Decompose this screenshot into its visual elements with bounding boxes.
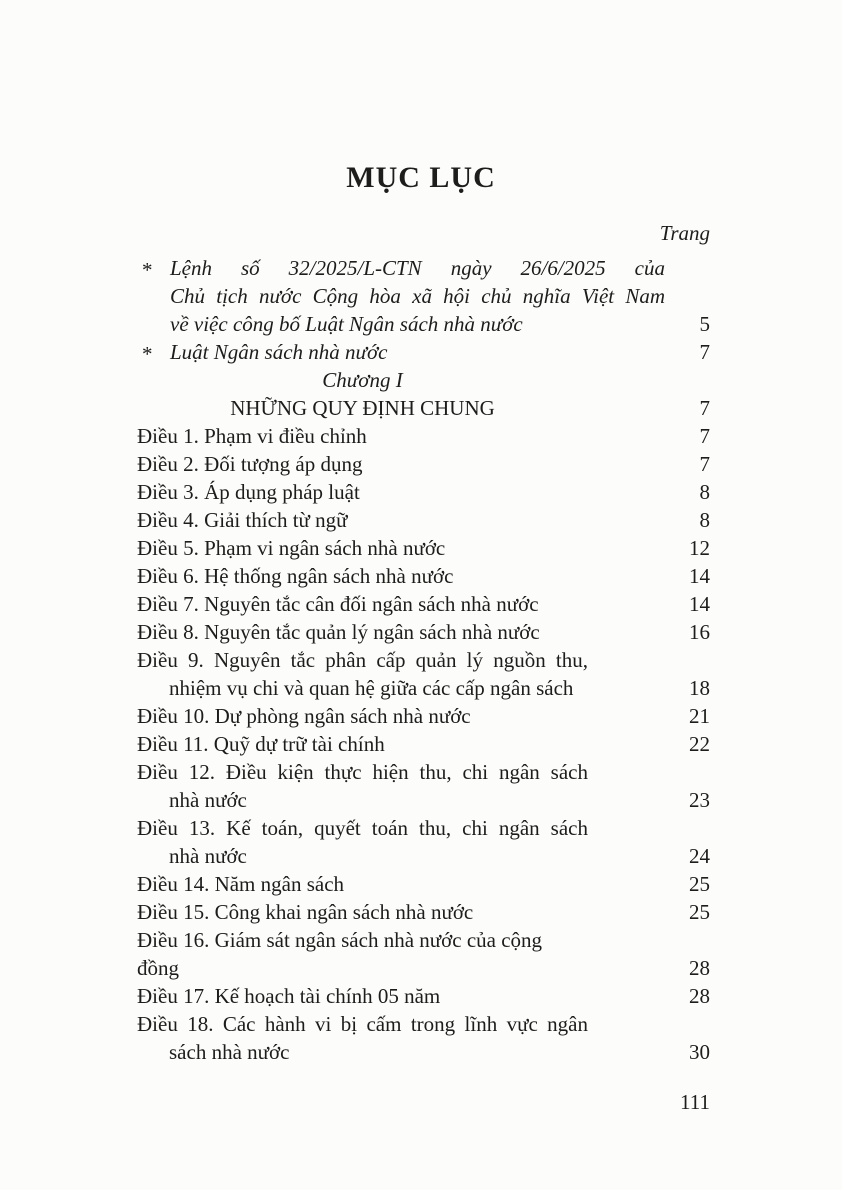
- toc-entry-page-number: 28: [689, 984, 710, 1008]
- toc-entry-page-number: 14: [689, 592, 710, 616]
- toc-entry: [137, 254, 710, 338]
- folio-page-number: 111: [680, 1090, 710, 1114]
- star-marker: *: [141, 342, 152, 366]
- toc-entry-page-number: 21: [689, 704, 710, 728]
- toc-entry: [137, 702, 710, 730]
- toc-entry-line: NHỮNG QUY ĐỊNH CHUNG: [230, 396, 495, 420]
- toc-entry: [137, 982, 710, 1010]
- toc-entry-line: Điều 16. Giám sát ngân sách nhà nước của cộng đồng: [137, 928, 543, 980]
- toc-entry-page-number: 23: [689, 788, 710, 812]
- toc-entry: [137, 590, 710, 618]
- toc-entry: [137, 534, 710, 562]
- page-title: MỤC LỤC: [346, 161, 496, 194]
- toc-entry: [137, 618, 710, 646]
- toc-entry-line: về việc công bố Luật Ngân sách nhà nước: [170, 312, 523, 336]
- toc-entry-line: Điều 8. Nguyên tắc quản lý ngân sách nhà nước: [137, 620, 540, 644]
- toc-entry: [137, 898, 710, 926]
- toc-entry: [137, 366, 710, 394]
- toc-entry-line: Điều 6. Hệ thống ngân sách nhà nước: [137, 564, 454, 588]
- toc-entry-page-number: 18: [689, 676, 710, 700]
- toc-entry-line: Lệnh số 32/2025/L-CTN ngày 26/6/2025 của: [170, 256, 665, 280]
- toc-entry-line: Chương I: [322, 368, 403, 392]
- toc-entry: [137, 478, 710, 506]
- toc-entry-page-number: 7: [699, 424, 710, 448]
- toc-entry: [137, 562, 710, 590]
- page-column-header: Trang: [659, 221, 710, 245]
- toc-entry-page-number: 7: [699, 396, 710, 420]
- toc-entry-line: Điều 2. Đối tượng áp dụng: [137, 452, 363, 476]
- toc-entry: [137, 870, 710, 898]
- toc-entry-line: Điều 17. Kế hoạch tài chính 05 năm: [137, 984, 441, 1008]
- toc-entry-line: sách nhà nước: [169, 1040, 290, 1064]
- star-marker: *: [141, 258, 152, 282]
- toc-entry: [137, 422, 710, 450]
- toc-entry-line: Điều 1. Phạm vi điều chỉnh: [137, 424, 367, 448]
- toc-entry-page-number: 14: [689, 564, 710, 588]
- toc-entry-page-number: 12: [689, 536, 710, 560]
- toc-entry-line: Điều 11. Quỹ dự trữ tài chính: [137, 732, 385, 756]
- toc-entry-line: Điều 14. Năm ngân sách: [137, 872, 345, 896]
- toc-entry-page-number: 22: [689, 732, 710, 756]
- toc-entry: [137, 758, 710, 814]
- toc-entry: [137, 814, 710, 870]
- toc-entry-page-number: 5: [699, 312, 710, 336]
- toc-entry-line: Điều 15. Công khai ngân sách nhà nước: [137, 900, 474, 924]
- toc-entry-line: Điều 13. Kế toán, quyết toán thu, chi ngân sách: [137, 816, 588, 840]
- toc-entry: [137, 926, 710, 982]
- toc-entry-page-number: 30: [689, 1040, 710, 1064]
- toc-entry: [137, 730, 710, 758]
- toc-entry-line: nhà nước: [169, 844, 247, 868]
- toc-entry-line: Điều 5. Phạm vi ngân sách nhà nước: [137, 536, 446, 560]
- toc-entry-line: nhiệm vụ chi và quan hệ giữa các cấp ngân sách: [169, 676, 574, 700]
- toc-entry-line: Điều 10. Dự phòng ngân sách nhà nước: [137, 704, 471, 728]
- toc-entry-line: Điều 3. Áp dụng pháp luật: [137, 480, 360, 504]
- toc-entry-page-number: 24: [689, 844, 710, 868]
- toc-entry-page-number: 7: [699, 340, 710, 364]
- toc-entry-page-number: 28: [689, 956, 710, 980]
- toc-entry-page-number: 25: [689, 872, 710, 896]
- toc-entry: [137, 338, 710, 366]
- toc-entry-line: Điều 4. Giải thích từ ngữ: [137, 508, 348, 532]
- toc-entry-line: Điều 9. Nguyên tắc phân cấp quản lý nguồn thu,: [137, 648, 588, 672]
- toc-entry-page-number: 25: [689, 900, 710, 924]
- toc-entry: [137, 646, 710, 702]
- toc-list: [137, 254, 710, 1066]
- toc-entry-line: Điều 7. Nguyên tắc cân đối ngân sách nhà nước: [137, 592, 539, 616]
- toc-entry-page-number: 16: [689, 620, 710, 644]
- toc-entry: [137, 450, 710, 478]
- toc-entry-page-number: 8: [699, 508, 710, 532]
- toc-entry-page-number: 8: [699, 480, 710, 504]
- toc-entry: [137, 394, 710, 422]
- toc-entry-line: Điều 18. Các hành vi bị cấm trong lĩnh vực ngân: [137, 1012, 588, 1036]
- toc-entry-line: Điều 12. Điều kiện thực hiện thu, chi ngân sách: [137, 760, 588, 784]
- toc-entry-line: nhà nước: [169, 788, 247, 812]
- toc-entry: [137, 1010, 710, 1066]
- toc-entry-page-number: 7: [699, 452, 710, 476]
- toc-entry: [137, 506, 710, 534]
- toc-entry-line: Luật Ngân sách nhà nước: [170, 340, 388, 364]
- toc-entry-line: Chủ tịch nước Cộng hòa xã hội chủ nghĩa Việt Nam: [170, 284, 665, 308]
